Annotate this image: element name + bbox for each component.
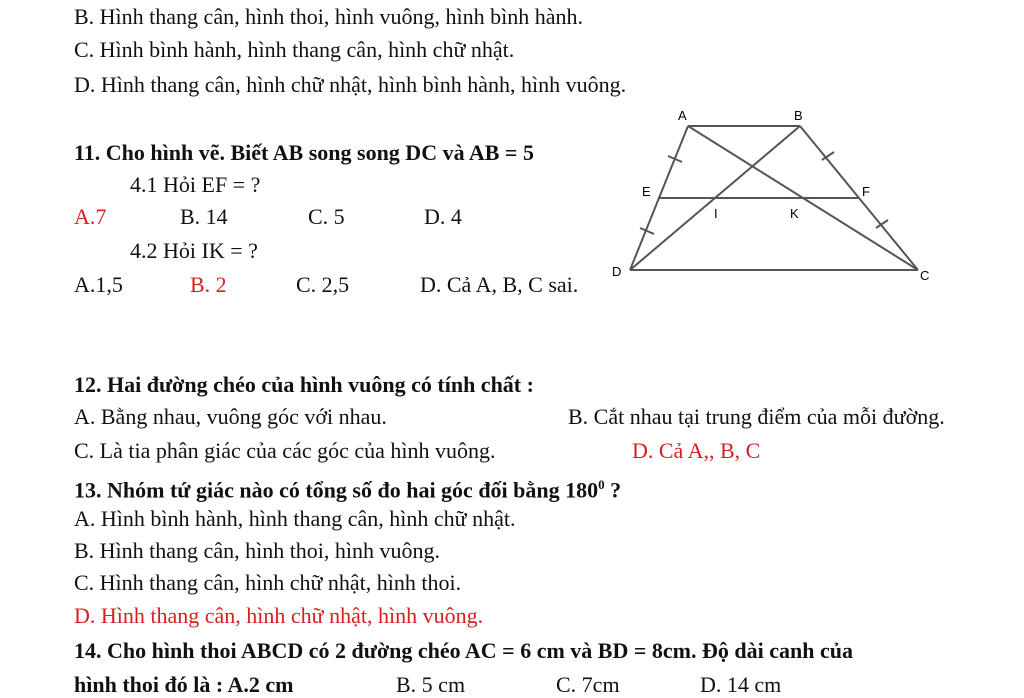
question-11-2: 4.2 Hỏi IK = ? xyxy=(130,238,258,263)
option-d-text: D. Hình thang cân, hình chữ nhật, hình bình hành, hình vuông. xyxy=(74,72,627,97)
label-i: I xyxy=(714,206,718,221)
question-14-option-b: B. 5 cm xyxy=(396,672,466,697)
label-c: C xyxy=(920,268,930,283)
answer-11-1-b: B. 14 xyxy=(180,204,228,229)
option-c-text: C. Hình bình hành, hình thang cân, hình chữ nhật. xyxy=(74,37,515,62)
answer-11-1-a: A.7 xyxy=(74,204,107,229)
question-13-option-d: D. Hình thang cân, hình chữ nhật, hình vuông. xyxy=(74,603,484,628)
question-13-title-main: 13. Nhóm tứ giác nào có tổng số đo hai góc đối bằng 180 xyxy=(74,477,599,503)
question-14-option-d: D. 14 cm xyxy=(700,672,782,697)
answer-11-2-a: A.1,5 xyxy=(74,272,123,297)
answer-11-1-c: C. 5 xyxy=(308,204,345,229)
question-14-line2 xyxy=(74,672,293,698)
question-11-title: 11. Cho hình vẽ. Biết AB song song DC và AB = 5 xyxy=(74,140,534,165)
label-b: B xyxy=(794,108,803,123)
degree-superscript: 0 xyxy=(598,477,605,492)
question-13-option-b: B. Hình thang cân, hình thoi, hình vuông. xyxy=(74,538,441,563)
question-14-title: 14. Cho hình thoi ABCD có 2 đường chéo AC = 6 cm và BD = 8cm. Độ dài canh của xyxy=(74,638,853,663)
question-13-option-c: C. Hình thang cân, hình chữ nhật, hình thoi. xyxy=(74,570,462,595)
question-13-option-a: A. Hình bình hành, hình thang cân, hình chữ nhật. xyxy=(74,506,516,531)
question-12-option-d: D. Cả A,, B, C xyxy=(632,438,761,463)
label-k: K xyxy=(790,206,799,221)
label-d: D xyxy=(612,264,622,279)
question-12-option-b: B. Cắt nhau tại trung điểm của mỗi đường. xyxy=(568,404,945,429)
answer-11-1-d: D. 4 xyxy=(424,204,462,229)
question-12-option-c: C. Là tia phân giác của các góc của hình vuông. xyxy=(74,438,496,463)
question-11-1: 4.1 Hỏi EF = ? xyxy=(130,172,261,197)
trapezoid-figure xyxy=(600,100,940,300)
label-a: A xyxy=(678,108,687,123)
question-13-title xyxy=(74,472,621,503)
answer-11-2-c: C. 2,5 xyxy=(296,272,350,297)
question-12-title: 12. Hai đường chéo của hình vuông có tính chất : xyxy=(74,372,534,397)
option-b-text: B. Hình thang cân, hình thoi, hình vuông, hình bình hành. xyxy=(74,4,584,29)
label-e: E xyxy=(642,184,651,199)
answer-11-2-d: D. Cả A, B, C sai. xyxy=(420,272,579,297)
question-14-line2-text: hình thoi đó là : A.2 cm xyxy=(74,672,294,697)
answer-11-2-b: B. 2 xyxy=(190,272,227,297)
question-13-title-end: ? xyxy=(604,477,622,503)
label-f: F xyxy=(862,184,870,199)
question-14-option-c: C. 7cm xyxy=(556,672,620,697)
question-12-option-a: A. Bằng nhau, vuông góc với nhau. xyxy=(74,404,387,429)
